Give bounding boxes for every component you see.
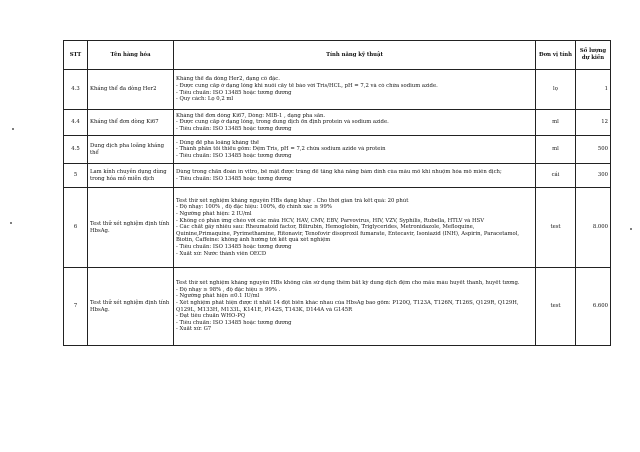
spec-line: - Ngưỡng phát hiện: 2 IU/ml [176,211,252,218]
row-quantity: 300 [576,164,611,188]
table-body [64,70,611,346]
table-row [64,268,611,346]
spec-line: - Các chất gây nhiễu sau: Rheumatoid factor, Bilirubin, Hemoglobin, Triglycerides, Metronidazole, Mefloquine, [176,224,475,231]
table-row [64,164,611,188]
row-quantity: 1 [576,70,611,110]
row-item-name: Lam kính chuyên dụng dùng trong hóa mô miễn dịch [88,164,174,188]
row-item-name: Kháng thể đa dòng Her2 [88,70,174,110]
row-technical-spec [174,136,536,164]
spec-line: - Độ nhạy ≥ 98% , độ đặc hiệu ≥ 99% . [176,286,281,293]
row-unit: ml [536,136,576,164]
scan-speck [10,222,12,224]
row-technical-spec [174,110,536,136]
spec-line: - Tiêu chuẩn: ISO 13485 hoặc tương đương [176,319,292,326]
table-row [64,70,611,110]
spec-line: Biotin, Caffeine: không ảnh hưởng tới kết quả xét nghiệm [176,237,331,244]
spec-line: - Không có phản ứng chéo với các mẫu HCV, HAV, CMV, EBV, Parvovirus, HIV, VZV, Syphilis, Rubella, HTLV và HSV [176,217,485,224]
spec-line: Kháng thể đơn dòng Ki67, Dòng: MIB-1 , dạng pha sẵn. [176,112,326,119]
spec-line: - Tiêu chuẩn: ISO 13485 hoặc tương đương [176,89,292,96]
row-quantity: 12 [576,110,611,136]
row-unit: test [536,268,576,346]
row-item-name: Dung dịch pha loãng kháng thể [88,136,174,164]
scan-speck [630,228,632,230]
row-technical-spec [174,268,536,346]
spec-line: - Dùng để pha loãng kháng thể [176,139,260,146]
header-unit: Đơn vị tính [536,41,576,70]
row-unit: cái [536,164,576,188]
row-stt: 6 [64,188,88,268]
spec-line: - Xét nghiệm phát hiện được ít nhất 14 đột biến khác nhau của HbsAg bao gồm: P120Q, T123A, T126N, T126S, Q129R, Q129H, [176,299,519,306]
spec-line: Test thử xét nghiệm kháng nguyên HBs không cần sử dụng thêm bất kỳ dung dịch đệm cho mẫu máu huyết thanh, huyết tương. [176,280,520,287]
row-stt: 4.3 [64,70,88,110]
spec-line: - Tiêu chuẩn: ISO 13485 hoặc tương đương [176,152,292,159]
spec-line: - Tiêu chuẩn: ISO 13485 hoặc tương đương [176,125,292,132]
row-stt: 4.4 [64,110,88,136]
spec-line: - Độ nhạy: 100% , độ đặc hiệu: 100%, độ chính xác ≥ 99% [176,204,332,211]
spec-line: - Được cung cấp ở dạng lỏng khi nuôi cấy tế bào với Tris/HCL, pH = 7,2 và có chứa sodium azide. [176,82,438,89]
header-technical-spec: Tính năng kỹ thuật [174,41,536,70]
table-row [64,188,611,268]
spec-line: - Đạt tiêu chuẩn WHO-PQ [176,313,246,320]
spec-line: Quinine,Primaquine, Pyrimethamine, Ritonavir, Tenofovir disoproxil fumarate, Entecavir, Isoniazid (INH), Aspirin, Paracetamol, [176,230,520,237]
row-unit: ml [536,110,576,136]
spec-line: - Được cung cấp ở dạng lỏng, trong dung dịch ổn định protein và sodium azide. [176,119,389,126]
row-quantity: 8.000 [576,188,611,268]
header-quantity: Số lượng dự kiến [576,41,611,70]
row-technical-spec [174,70,536,110]
table-header-row [64,41,611,70]
row-unit: lọ [536,70,576,110]
row-stt: 7 [64,268,88,346]
spec-line: Dùng trong chẩn đoán in vitro, bề mặt được tráng để tăng khả năng bám dính của mẫu mô khi nhuộm hóa mô miễn dịch; [176,168,502,175]
spec-line: Test thử xét nghiệm kháng nguyên HBs dạng khay . Cho thời gian trả kết quả: 20 phút [176,197,409,204]
row-quantity: 500 [576,136,611,164]
row-item-name: Test thử xét nghiệm định tính HbsAg. [88,188,174,268]
table-row [64,136,611,164]
header-stt: STT [64,41,88,70]
row-stt: 5 [64,164,88,188]
spec-line: Q129L, M133H, M133L, K141E, P142S, T143K, D144A và G145R [176,306,353,313]
table-row [64,110,611,136]
row-unit: test [536,188,576,268]
row-quantity: 6.600 [576,268,611,346]
row-item-name: Test thử xét nghiệm định tính HbsAg. [88,268,174,346]
spec-line: - Quy cách: Lọ 0,2 ml [176,96,234,103]
header-item-name: Tên hàng hóa [88,41,174,70]
technical-spec-table [63,40,611,346]
spec-line: - Xuất xứ: G7 [176,326,212,333]
spec-line: - Xuất xứ: Nước thành viên OECD [176,250,267,257]
row-technical-spec [174,188,536,268]
spec-line: - Ngưỡng phát hiện ≤0.1 IU/ml [176,293,260,300]
spec-line: - Tiêu chuẩn: ISO 13485 hoặc tương đương [176,243,292,250]
row-technical-spec [174,164,536,188]
spec-line: Kháng thể đa dòng Her2, dạng cô đặc. [176,76,280,83]
spec-line: - Tiêu chuẩn: ISO 13485 hoặc tương đương [176,175,292,182]
row-item-name: Kháng thể đơn dòng Ki67 [88,110,174,136]
spec-line: - Thành phần tối thiểu gồm: Đệm Tris, pH = 7,2 chứa sodium azide và protein [176,146,386,153]
row-stt: 4.5 [64,136,88,164]
scan-speck [12,128,14,130]
